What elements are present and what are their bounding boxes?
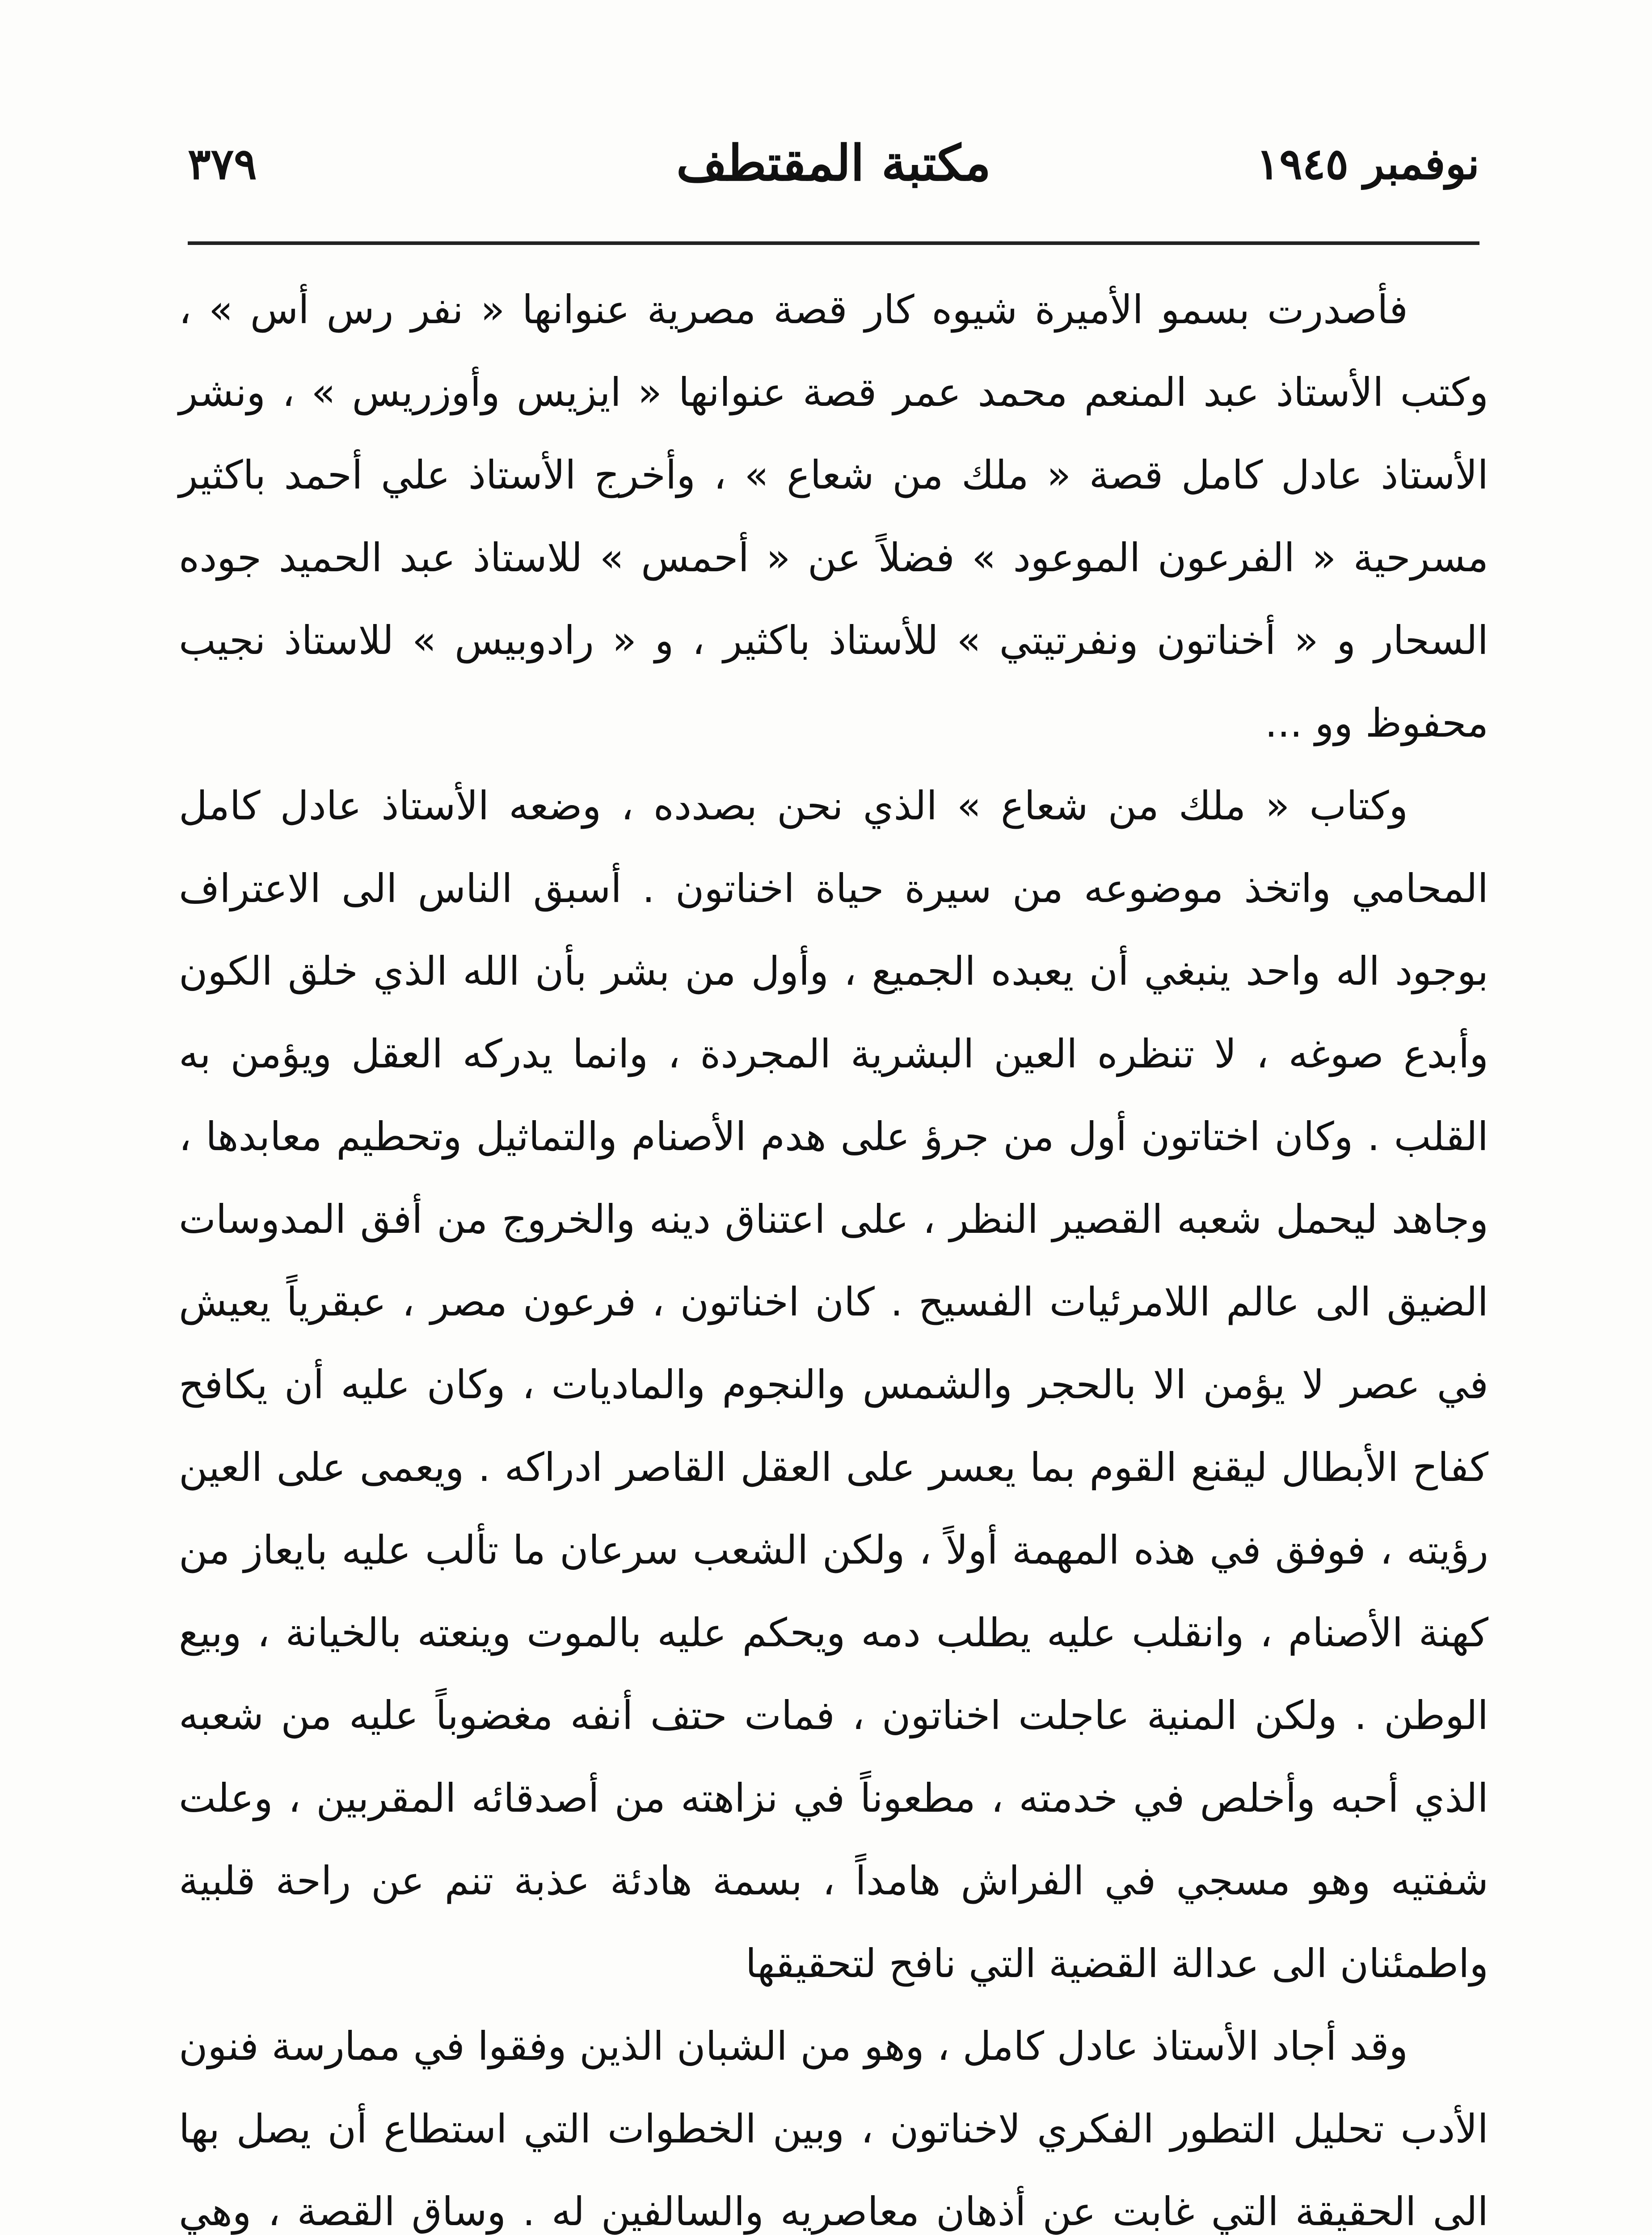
header-date: نوفمبر ١٩٤٥: [1256, 139, 1479, 189]
paragraph-3: وقد أجاد الأستاذ عادل كامل ، وهو من الشبان الذين وفقوا في ممارسة فنون الأدب تحليل التطور الفكري لاخناتون ، وبين الخطوات التي استطاع أن يصل بها الى الحقيقة التي غابت عن أذهان معاصريه والسالفين له . وساق القصة ، وهي: [179, 2023, 1488, 2235]
page-number: ٣٧٩: [188, 139, 257, 189]
paragraph-1: فأصدرت بسمو الأميرة شيوه كار قصة مصرية عنوانها « نفر رس أس » ، وكتب الأستاذ عبد المنعم محمد عمر قصة عنوانها « ايزيس وأوزريس » ، ونشر الأستاذ عادل كامل قصة « ملك من شعاع » ، وأخرج الأستاذ علي أحمد باكثير مسرحية « الفرعون الموعود » فضلاً عن « أحمس » للاستاذ عبد الحميد جوده السحار و « أخناتون ونفرتيتي » للأستاذ باكثير ، و « رادوبيس » للاستاذ نجيب محفوظ وو ...: [179, 287, 1488, 746]
article-body: [179, 268, 1488, 2235]
paragraph-2: وكتاب « ملك من شعاع » الذي نحن بصدده ، وضعه الأستاذ عادل كامل المحامي واتخذ موضوعه من سيرة حياة اخناتون . أسبق الناس الى الاعتراف بوجود اله واحد ينبغي أن يعبده الجميع ، وأول من بشر بأن الله الذي خلق الكون وأبدع صوغه ، لا تنظره العين البشرية المجردة ، وانما يدركه العقل ويؤمن به القلب . وكان اختاتون أول من جرؤ على هدم الأصنام والتماثيل وتحطيم معابدها ، وجاهد ليحمل شعبه القصير النظر ، على اعتناق دينه والخروج من أفق المدوسات الضيق الى عالم اللامرئيات الفسيح . كان اخناتون ، فرعون مصر ، عبقرياً يعيش في عصر لا يؤمن الا بالحجر والشمس والنجوم والماديات ، وكان عليه أن يكافح كفاح الأبطال ليقنع القوم بما يعسر على العقل القاصر ادراكه . ويعمى على العين رؤيته ، فوفق في هذه المهمة أولاً ، ولكن الشعب سرعان ما تألب عليه بايعاز من كهنة الأصنام ، وانقلب عليه يطلب دمه ويحكم عليه بالموت وينعته بالخيانة ، وبيع الوطن . ولكن المنية عاجلت اخناتون ، فمات حتف أنفه مغضوباً عليه من شعبه الذي أحبه وأخلص في خدمته ، مطعوناً في نزاهته من أصدقائه المقربين ، وعلت شفتيه وهو مسجي في الفراش هامداً ، بسمة هادئة عذبة تنم عن راحة قلبية واطمئنان الى عدالة القضية التي نافح لتحقيقها: [179, 783, 1488, 1986]
header-rule: [188, 241, 1479, 245]
page-header: [188, 134, 1479, 224]
header-title: مكتبة المقتطف: [676, 134, 991, 192]
